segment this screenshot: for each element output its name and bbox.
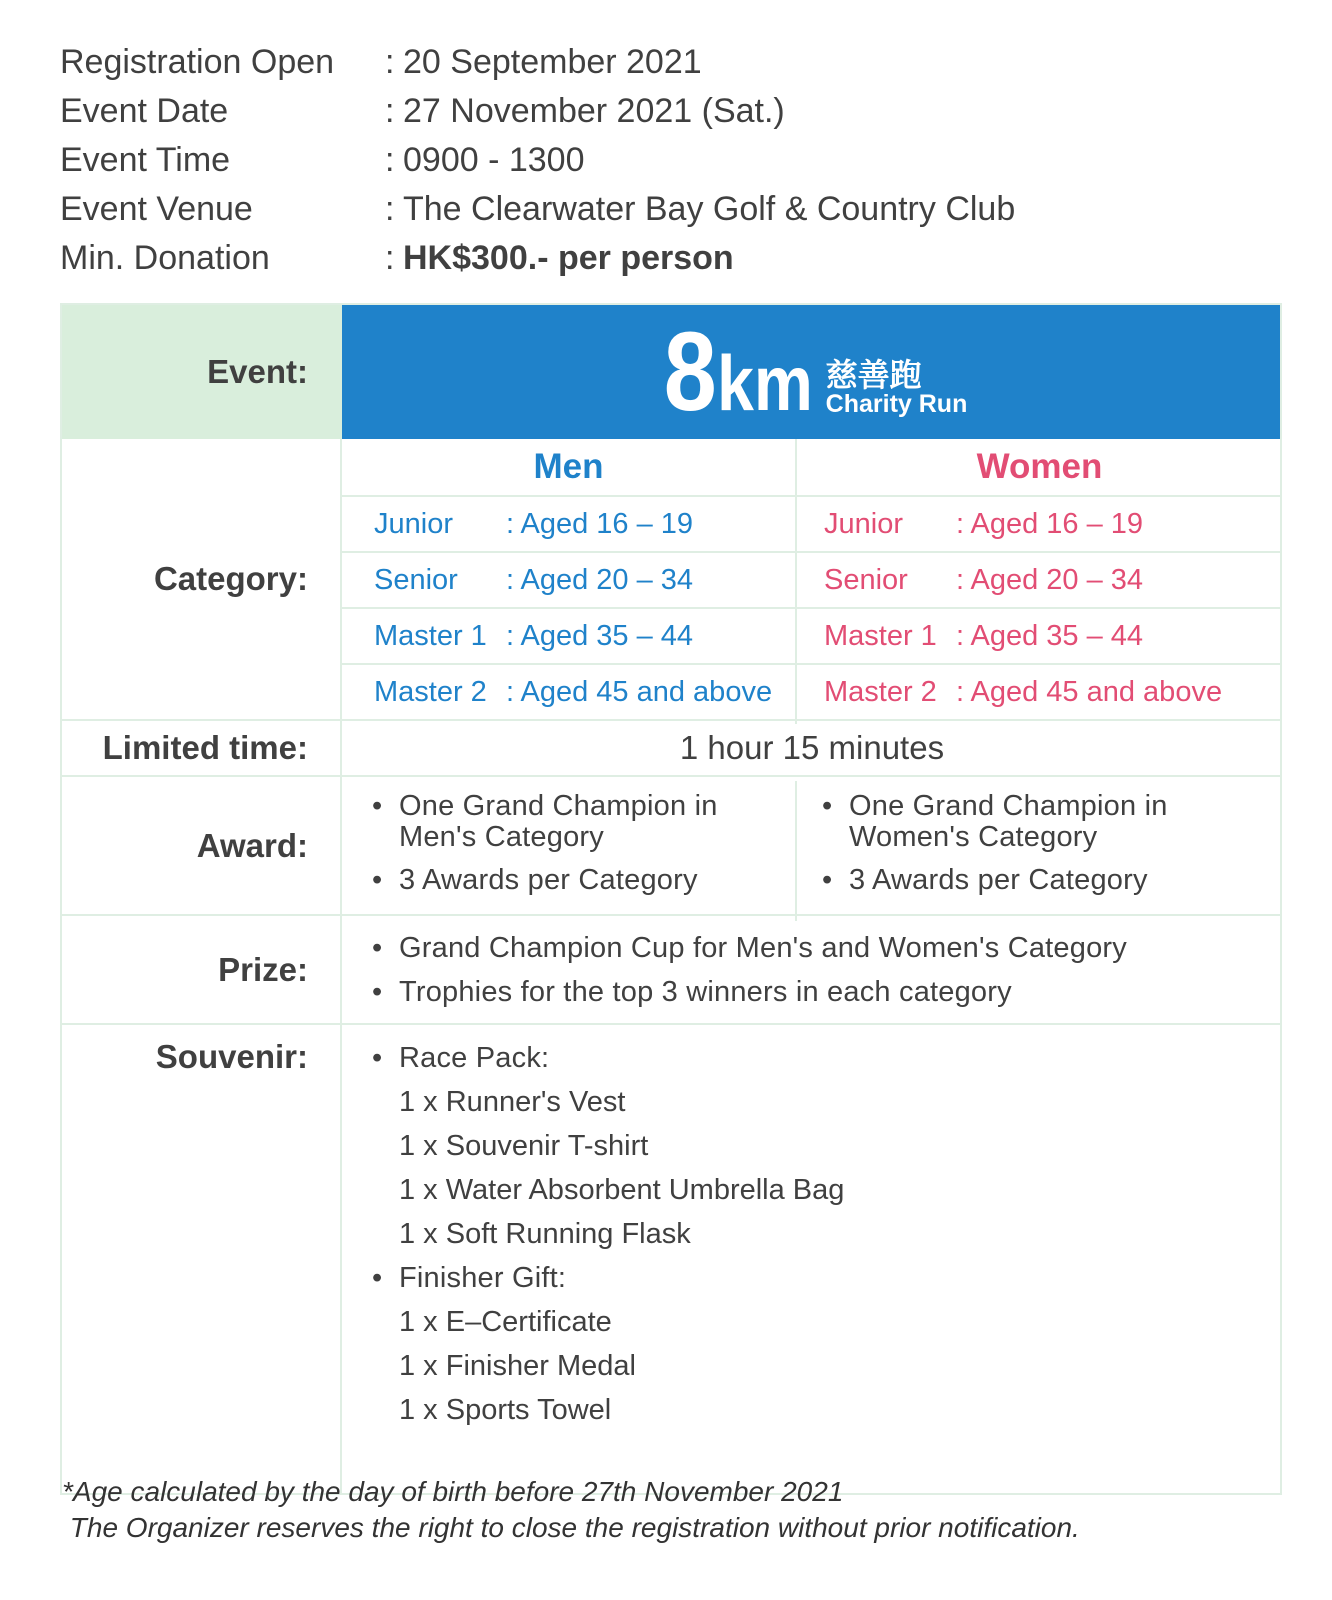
info-label: Event Time <box>60 141 231 179</box>
race-pack-item: 1 x Soft Running Flask <box>399 1218 691 1250</box>
info-value: HK$300.- per person <box>403 239 734 277</box>
age-note: *Age calculated by the day of birth before 27th November 2021 <box>62 1476 844 1507</box>
prize-item: • Trophies for the top 3 winners in each category <box>342 970 1127 1014</box>
race-pack-item: 1 x Souvenir T-shirt <box>399 1130 649 1162</box>
banner-distance: 8 <box>663 309 713 434</box>
category-name: Master 2 <box>374 675 487 708</box>
prize-label: Prize: <box>218 950 308 988</box>
men-category-senior <box>342 553 795 607</box>
limited-time-label: Limited time: <box>102 729 308 766</box>
award-women <box>792 777 1282 914</box>
info-colon: : <box>385 141 395 179</box>
category-age: : Aged 20 – 34 <box>956 563 1144 596</box>
category-name: Junior <box>374 507 453 540</box>
category-name: Senior <box>374 563 458 596</box>
category-age: : Aged 45 and above <box>956 675 1223 708</box>
bullet-icon: • <box>372 931 383 964</box>
women-category-senior <box>792 553 1282 607</box>
category-age: : Aged 45 and above <box>506 675 773 708</box>
finisher-gift-item: 1 x Sports Towel <box>399 1394 612 1426</box>
souvenir-label: Souvenir: <box>155 1038 308 1075</box>
men-category-master-1 <box>342 609 795 663</box>
info-value: 20 September 2021 <box>403 43 702 81</box>
finisher-gift-item: 1 x Finisher Medal <box>399 1350 636 1382</box>
banner-english-title: Charity Run <box>825 390 968 418</box>
organizer-note: The Organizer reserves the right to close the registration without prior notification. <box>62 1512 1080 1543</box>
award-women-item: • One Grand Champion in Women's Category <box>822 790 1168 853</box>
men-category-junior <box>342 497 795 551</box>
men-header: Men <box>533 447 604 486</box>
info-row-event-date <box>60 87 1260 136</box>
event-details-table <box>60 303 1282 1495</box>
category-age: : Aged 20 – 34 <box>506 563 694 596</box>
men-category-master-2 <box>342 665 795 719</box>
race-pack-item: 1 x Runner's Vest <box>399 1086 626 1118</box>
finisher-gift-item: 1 x E–Certificate <box>399 1306 612 1338</box>
award-women-item: • 3 Awards per Category <box>822 864 1148 896</box>
category-name: Master 2 <box>824 675 937 708</box>
category-age: : Aged 16 – 19 <box>956 507 1144 540</box>
prize-list <box>342 916 1282 1023</box>
info-label: Event Venue <box>60 190 253 228</box>
event-info <box>60 38 1260 283</box>
info-label: Event Date <box>60 92 229 130</box>
award-men-item: • One Grand Champion in Men's Category <box>372 790 718 853</box>
info-value: The Clearwater Bay Golf & Country Club <box>403 190 1016 228</box>
info-colon: : <box>385 43 395 81</box>
women-header: Women <box>976 447 1103 486</box>
award-men-item: • 3 Awards per Category <box>372 864 698 896</box>
category-label: Category: <box>153 560 308 597</box>
limited-time-value: 1 hour 15 minutes <box>679 729 945 766</box>
info-value: 0900 - 1300 <box>403 141 585 179</box>
souvenir-list <box>342 1036 1282 1432</box>
category-age: : Aged 16 – 19 <box>506 507 694 540</box>
info-row-event-time <box>60 136 1260 185</box>
info-colon: : <box>385 239 395 277</box>
award-men <box>342 777 795 914</box>
category-name: Master 1 <box>374 619 487 652</box>
category-name: Master 1 <box>824 619 937 652</box>
info-colon: : <box>385 92 395 130</box>
bullet-icon: • <box>822 790 833 822</box>
women-category-master-1 <box>792 609 1282 663</box>
event-banner <box>342 305 1280 439</box>
info-label: Min. Donation <box>60 239 270 277</box>
event-label: Event: <box>62 305 342 439</box>
banner-subtitle <box>826 358 968 416</box>
bullet-icon: • <box>372 975 383 1008</box>
bullet-icon: • <box>372 1042 383 1074</box>
bullet-icon: • <box>372 864 383 896</box>
footnote <box>62 1474 1080 1546</box>
category-name: Senior <box>824 563 908 596</box>
bullet-icon: • <box>372 790 383 822</box>
souvenir-finisher-gift: • Finisher Gift: <box>342 1256 566 1300</box>
info-row-event-venue <box>60 185 1260 234</box>
women-category-master-2 <box>792 665 1282 719</box>
bullet-icon: • <box>822 864 833 896</box>
info-row-registration <box>60 38 1260 87</box>
race-pack-item: 1 x Water Absorbent Umbrella Bag <box>399 1174 845 1206</box>
prize-item: • Grand Champion Cup for Men's and Women's Category <box>342 926 1127 970</box>
info-label: Registration Open <box>60 43 335 81</box>
award-label: Award: <box>196 826 308 864</box>
info-row-min-donation <box>60 234 1260 283</box>
banner-chinese-title: 慈善跑 <box>825 357 922 393</box>
category-age: : Aged 35 – 44 <box>956 619 1144 652</box>
banner-unit: km <box>716 339 813 427</box>
info-colon: : <box>385 190 395 228</box>
category-age: : Aged 35 – 44 <box>506 619 694 652</box>
bullet-icon: • <box>372 1262 383 1294</box>
category-name: Junior <box>824 507 903 540</box>
info-value: 27 November 2021 (Sat.) <box>403 92 785 130</box>
souvenir-race-pack: • Race Pack: <box>342 1036 549 1080</box>
women-category-junior <box>792 497 1282 551</box>
